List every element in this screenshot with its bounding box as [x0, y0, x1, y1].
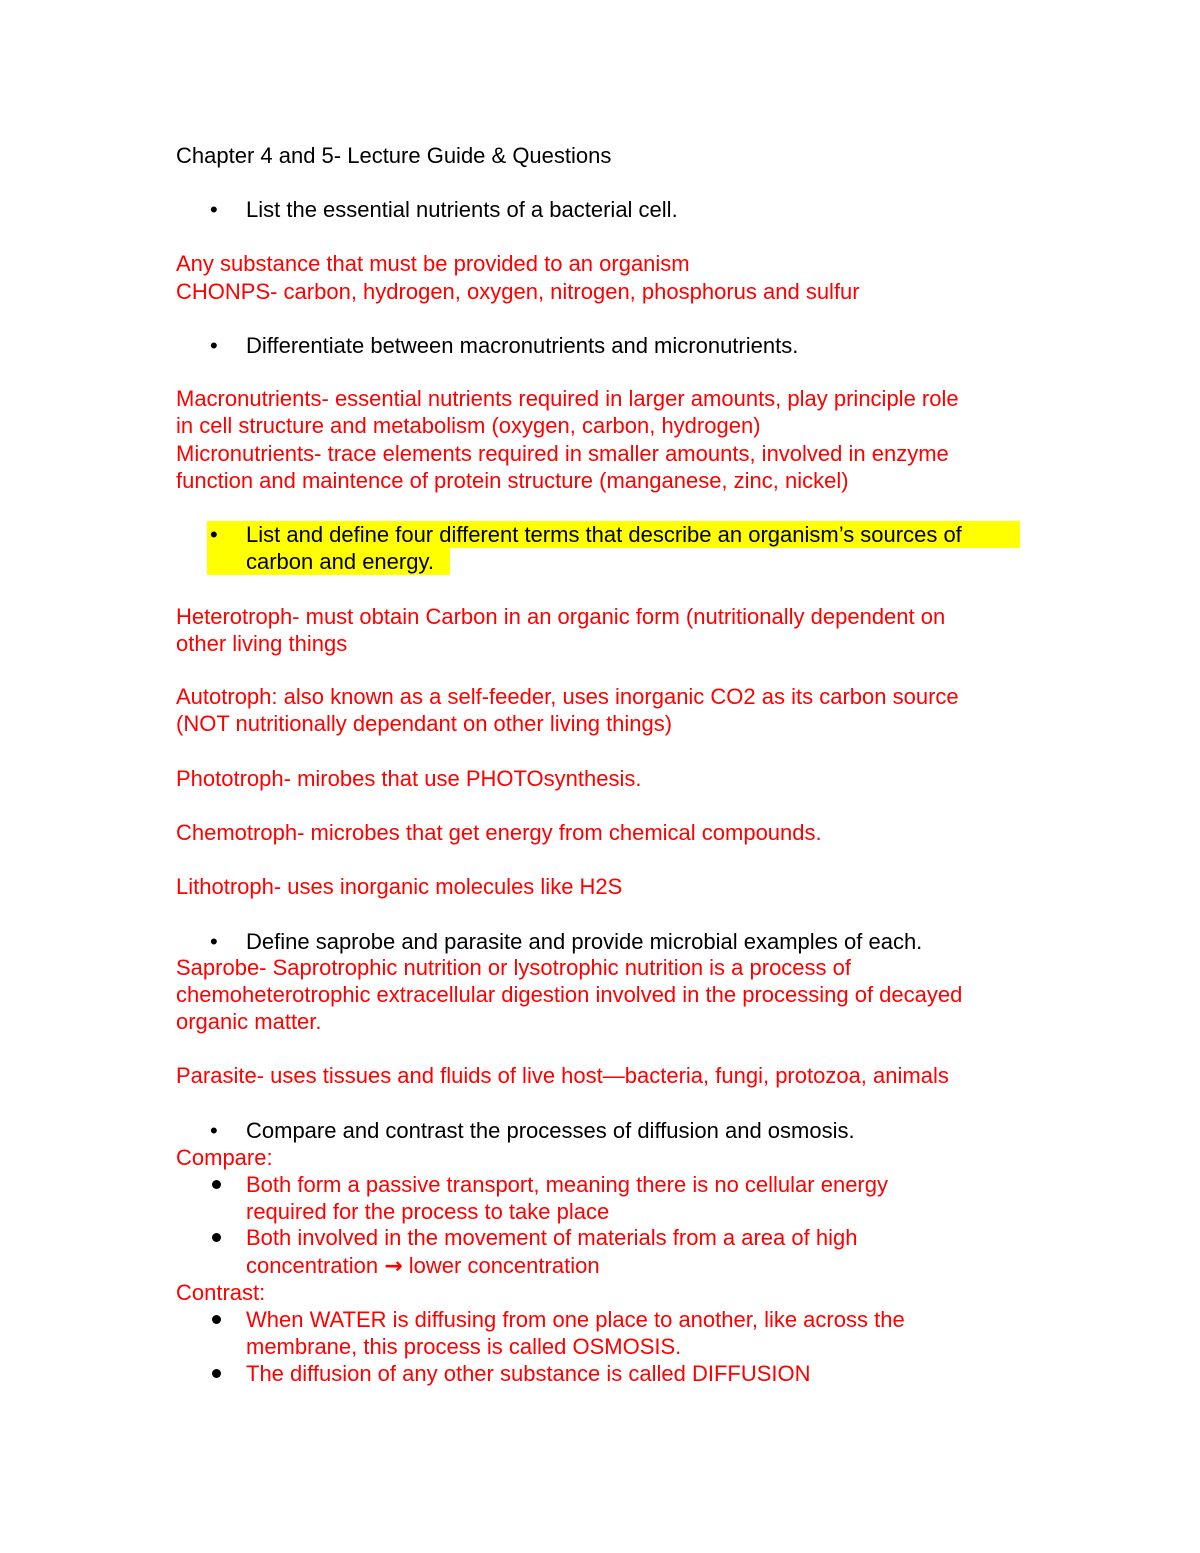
- question-carbon-energy-terms: carbon and energy.: [246, 549, 434, 574]
- answer-line: Any substance that must be provided to an organism: [176, 251, 690, 276]
- question-saprobe-parasite: Define saprobe and parasite and provide microbial examples of each.: [246, 929, 923, 954]
- compare-item-text: lower concentration: [408, 1253, 600, 1278]
- answer-line: Macronutrients- essential nutrients required in larger amounts, play principle role: [176, 386, 959, 411]
- list-bullet: [212, 1233, 221, 1242]
- question-bullet: •: [210, 197, 218, 222]
- page-title: Chapter 4 and 5- Lecture Guide & Questions: [176, 143, 612, 168]
- answer-heterotroph: Heterotroph- must obtain Carbon in an organic form (nutritionally dependent on: [176, 604, 946, 629]
- answer-lithotroph: Lithotroph- uses inorganic molecules like H2S: [176, 874, 623, 899]
- compare-item: Both form a passive transport, meaning there is no cellular energy: [246, 1172, 888, 1197]
- question-macro-micro: Differentiate between macronutrients and micronutrients.: [246, 333, 799, 358]
- answer-line: in cell structure and metabolism (oxygen, carbon, hydrogen): [176, 413, 761, 438]
- answer-chemotroph: Chemotroph- microbes that get energy from chemical compounds.: [176, 820, 822, 845]
- compare-item-text: concentration: [246, 1253, 379, 1278]
- answer-parasite: Parasite- uses tissues and fluids of live host—bacteria, fungi, protozoa, animals: [176, 1063, 949, 1088]
- question-diffusion-osmosis: Compare and contrast the processes of diffusion and osmosis.: [246, 1118, 855, 1143]
- question-carbon-energy-terms: List and define four different terms that describe an organism’s sources of: [246, 522, 962, 547]
- contrast-label: Contrast:: [176, 1280, 266, 1305]
- answer-saprobe: chemoheterotrophic extracellular digestion involved in the processing of decayed: [176, 982, 963, 1007]
- answer-line: function and maintence of protein structure (manganese, zinc, nickel): [176, 468, 849, 493]
- answer-line: Micronutrients- trace elements required in smaller amounts, involved in enzyme: [176, 441, 949, 466]
- contrast-item: The diffusion of any other substance is called DIFFUSION: [246, 1361, 811, 1386]
- question-bullet: •: [210, 1118, 218, 1143]
- question-bullet: •: [210, 522, 218, 547]
- compare-item: [246, 1252, 600, 1279]
- answer-line: CHONPS- carbon, hydrogen, oxygen, nitrogen, phosphorus and sulfur: [176, 279, 860, 304]
- list-bullet: [212, 1315, 221, 1324]
- question-essential-nutrients: List the essential nutrients of a bacterial cell.: [246, 197, 678, 222]
- answer-phototroph: Phototroph- mirobes that use PHOTOsynthesis.: [176, 766, 642, 791]
- answer-saprobe: organic matter.: [176, 1009, 322, 1034]
- answer-autotroph: Autotroph: also known as a self-feeder, uses inorganic CO2 as its carbon source: [176, 684, 959, 709]
- compare-item: required for the process to take place: [246, 1199, 610, 1224]
- contrast-item: When WATER is diffusing from one place to another, like across the: [246, 1307, 905, 1332]
- question-bullet: •: [210, 929, 218, 954]
- compare-label: Compare:: [176, 1145, 273, 1170]
- list-bullet: [212, 1369, 221, 1378]
- compare-item: Both involved in the movement of materials from a area of high: [246, 1225, 858, 1250]
- arrow-right-icon: →: [384, 1254, 403, 1279]
- question-bullet: •: [210, 333, 218, 358]
- answer-heterotroph: other living things: [176, 631, 348, 656]
- answer-saprobe: Saprobe- Saprotrophic nutrition or lysotrophic nutrition is a process of: [176, 955, 852, 980]
- list-bullet: [212, 1180, 221, 1189]
- answer-autotroph: (NOT nutritionally dependant on other living things): [176, 711, 673, 736]
- contrast-item: membrane, this process is called OSMOSIS.: [246, 1334, 682, 1359]
